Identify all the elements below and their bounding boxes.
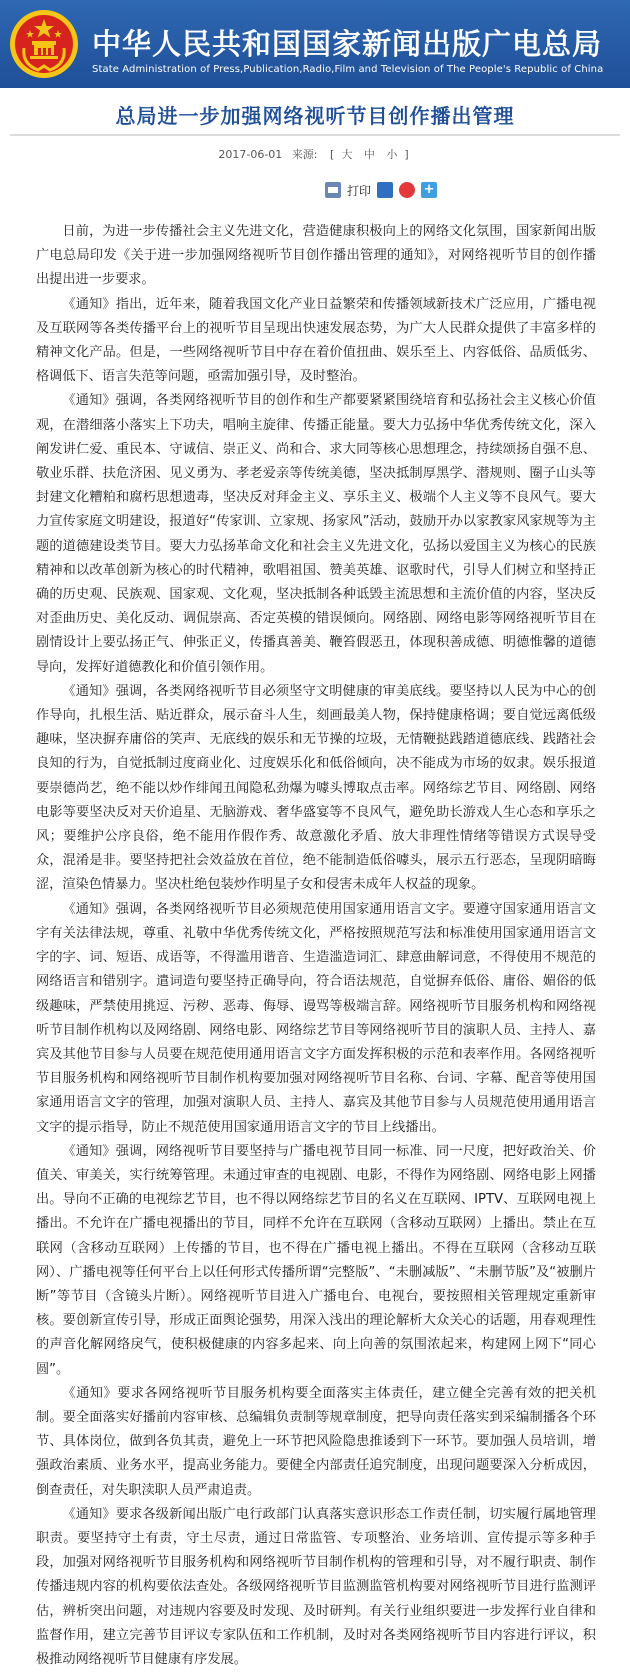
paragraph: 《通知》指出，近年来，随着我国文化产业日益繁荣和传播领域新技术广泛应用，广播电视及互联网等各类传播平台上的视听节目呈现出快速发展态势，为广大人民群众提供了丰富多样的精神文化产品。但是，一些网络视听节目中存在着价值扭曲、娱乐至上、内容低俗、品质低劣、格调低下、语言失范等问题，亟需加强引导，及时整治。 xyxy=(36,296,596,385)
paragraph: 《通知》强调，各类网络视听节目必须坚守文明健康的审美底线。要坚持以人民为中心的创作导向，扎根生活、贴近群众，展示奋斗人生，刻画最美人物，保持健康格调；要自觉远离低级趣味，坚决摒弃庸俗的笑声、无底线的娱乐和无节操的垃圾，无情鞭挞践踏道德底线、践踏社会良知的行为，自觉抵制过度商业化、过度娱乐化和低俗倾向，决不能成为市场的奴隶。娱乐报道要崇德尚艺，绝不能以炒作绯闻丑闻隐私劲爆为噱头博取点击率。网络综艺节目、网络剧、网络电影等要坚决反对天价追星、无脑游戏、奢华盛宴等不良风气，避免助长游戏人生心态和享乐之风；要维护公序良俗，绝不能用作假作秀、故意激化矛盾、放大非理性情绪等错误方式误导受众，混淆是非。要坚持把社会效益放在首位，绝不能制造低俗噱头，展示五行恶态，呈现阴暗晦涩，渲染色情暴力。坚决杜绝包装炒作明星子女和侵害未成年人权益的现象。 xyxy=(36,683,596,893)
share-weibo-icon[interactable] xyxy=(399,182,415,198)
share-plus-icon[interactable]: + xyxy=(421,182,437,198)
article-title: 总局进一步加强网络视听节目创作播出管理 xyxy=(115,104,515,128)
paragraph: 日前，为进一步传播社会主义先进文化，营造健康积极向上的网络文化氛围，国家新闻出版广电总局印发《关于进一步加强网络视听节目创作播出管理的通知》，对网络视听节目的创作播出提出进一步要求。 xyxy=(36,224,596,288)
publish-date: 2017-06-01 xyxy=(218,148,283,161)
national-emblem-icon xyxy=(8,8,80,80)
font-size-medium-button[interactable]: 中 xyxy=(363,148,375,161)
print-button[interactable]: 打印 xyxy=(347,183,372,198)
paragraph: 《通知》强调，各类网络视听节目的创作和生产都要紧紧围绕培育和弘扬社会主义核心价值观，在潜细落小落实上下功夫，唱响主旋律、传播正能量。要大力弘扬中华优秀传统文化，深入阐发讲仁爱、重民本、守诚信、崇正义、尚和合、求大同等核心思想理念，持续颂扬自强不息、敬业乐群、扶危济困、见义勇为、孝老爱亲等传统美德，坚决抵制厚黑学、潜规则、圈子山头等封建文化糟粕和腐朽思想遗毒，坚决反对拜金主义、享乐主义、极端个人主义等不良风气。要大力宣传家庭文明建设，报道好“传家训、立家规、扬家风”活动，鼓励开办以家教家风家规等为主题的道德建设类节目。要大力弘扬革命文化和社会主义先进文化，弘扬以爱国主义为核心的民族精神和以改革创新为核心的时代精神，歌唱祖国、赞美英雄、讴歌时代，引导人们树立和坚持正确的历史观、民族观、国家观、文化观，坚决抵制各种诋毁主流思想和主流价值的内容，坚决反对歪曲历史、美化反动、调侃崇高、否定英模的错误倾向。网络剧、网络电影等网络视听节目在剧情设计上要弘扬正气、伸张正义，传播真善美、鞭笞假恶丑，体现积善成德、明德惟馨的道德导向，发挥好道德教化和价值引领作用。 xyxy=(36,393,596,675)
article-meta xyxy=(0,146,630,162)
article-body xyxy=(36,220,596,1672)
font-size-control: [ 大 中 小 ] xyxy=(330,148,409,161)
font-size-small-button[interactable]: 小 xyxy=(386,148,398,161)
paragraph: 《通知》强调，各类网络视听节目必须规范使用国家通用语言文字。要遵守国家通用语言文字有关法律法规，尊重、礼敬中华优秀传统文化，严格按照规范写法和标准使用国家通用语言文字的字、词、短语、成语等，不得滥用谐音、生造滥造词汇、肆意曲解词意，不得使用不规范的网络语言和错别字。遣词造句要坚持正确导向，符合语法规范，自觉摒弃低俗、庸俗、媚俗的低级趣味，严禁使用挑逗、污秽、恶毒、侮辱、谩骂等极端言辞。网络视听节目服务机构和网络视听节目制作机构以及网络剧、网络电影、网络综艺节目等网络视听节目的演职人员、主持人、嘉宾及其他节目参与人员要在规范使用通用语言文字方面发挥积极的示范和表率作用。各网络视听节目服务机构和网络视听节目制作机构要加强对网络视听节目名称、台词、字幕、配音等使用国家通用语言文字的管理，加强对演职人员、主持人、嘉宾及其他节目参与人员规范使用通用语言文字的提示指导，防止不规范使用国家通用语言文字的节目上线播出。 xyxy=(36,901,596,1135)
organization-name-en: State Administration of Press,Publication,Radio,Film and Television of The People's Republic of China xyxy=(92,64,604,75)
article-toolbar xyxy=(325,180,437,200)
title-divider xyxy=(10,134,620,136)
share-kx-icon[interactable] xyxy=(377,182,393,198)
paragraph: 《通知》强调，网络视听节目要坚持与广播电视节目同一标准、同一尺度，把好政治关、价值关、审美关，实行统筹管理。未通过审查的电视剧、电影，不得作为网络剧、网络电影上网播出。导向不正确的电视综艺节目，也不得以网络综艺节目的名义在互联网、IPTV、互联网电视上播出。不允许在广播电视播出的节目，同样不允许在互联网（含移动互联网）上播出。禁止在互联网（含移动互联网）上传播的节目，也不得在广播电视上播出。不得在互联网（含移动互联网）、广播电视等任何平台上以任何形式传播所谓“完整版”、“未删减版”、“未删节版”及“被删片断”等节目（含镜头片断）。网络视听节目进入广播电台、电视台，要按照相关管理规定重新审核。要创新宣传引导，形成正面舆论强势，用深入浅出的理论解析大众关心的话题，用春观理性的声音化解网络戾气，使积极健康的内容多起来、向上向善的氛围浓起来，构建网上网下“同心圆”。 xyxy=(36,1143,596,1377)
site-header xyxy=(0,0,630,88)
print-icon[interactable] xyxy=(325,182,341,198)
font-size-large-button[interactable]: 大 xyxy=(341,148,353,161)
paragraph: 《通知》要求各级新闻出版广电行政部门认真落实意识形态工作责任制，切实履行属地管理职责。要坚持守土有责，守土尽责，通过日常监管、专项整治、业务培训、宣传提示等多种手段，加强对网络视听节目服务机构和网络视听节目制作机构的管理和引导，对不履行职责、制作传播违规内容的机构要依法查处。各级网络视听节目监测监管机构要对网络视听节目进行监测评估，辨析突出问题，对违规内容要及时发现、及时研判。有关行业组织要进一步发挥行业自律和监督作用，建立完善节目评议专家队伍和工作机制，及时对各类网络视听节目内容进行评议，积极推动网络视听节目健康有序发展。 xyxy=(36,1506,596,1667)
paragraph: 《通知》要求各网络视听节目服务机构要全面落实主体责任，建立健全完善有效的把关机制。要全面落实好播前内容审核、总编辑负责制等规章制度，把导向责任落实到采编制播各个环节、具体岗位，做到各负其责，避免上一环节把风险隐患推诿到下一环节。要加强人员培训，增强政治素质、业务水平，提高业务能力。要健全内部责任追究制度，出现问题要深入分析成因，倒查责任，对失职渎职人员严肃追责。 xyxy=(36,1385,596,1498)
source-label: 来源: xyxy=(291,148,318,161)
organization-name: 中华人民共和国国家新闻出版广电总局 xyxy=(92,27,603,61)
